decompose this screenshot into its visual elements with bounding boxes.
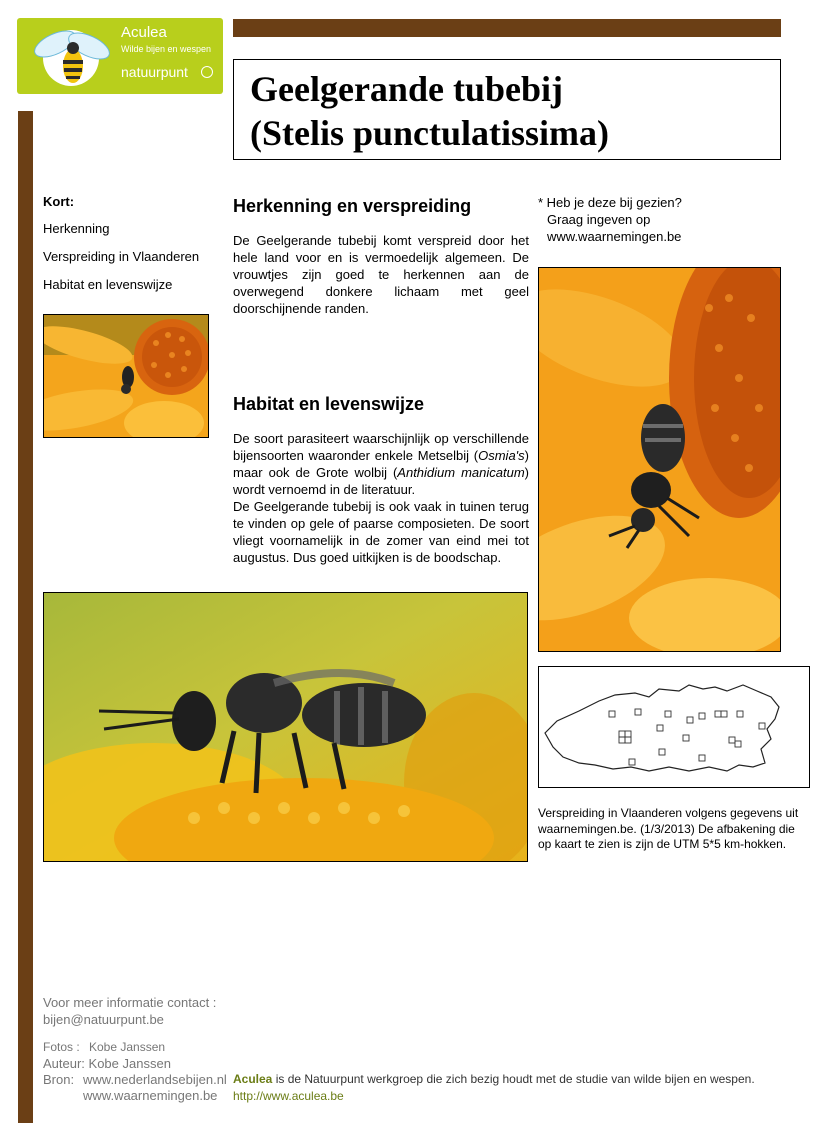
nav-heading: Kort:: [43, 194, 75, 209]
habitat-text-part: ) wordt vernoemd in de literatuur.: [233, 465, 530, 497]
bee-logo-icon: [25, 22, 115, 90]
title-box: [233, 59, 781, 160]
page-title: Geelgerande tubebij: [250, 69, 563, 109]
bron-link-1[interactable]: www.nederlandsebijen.nl: [83, 1072, 227, 1087]
footer-note: [233, 1072, 755, 1086]
auteur-line: Auteur: Kobe Janssen: [43, 1056, 171, 1071]
nav-item-verspreiding[interactable]: Verspreiding in Vlaanderen: [43, 249, 200, 264]
bee-photo-tall: [538, 267, 781, 652]
page-subtitle-latin: (Stelis punctulatissima): [250, 113, 610, 153]
nav-item-herkenning[interactable]: Herkenning: [43, 221, 110, 236]
footer-link[interactable]: http://www.aculea.be: [233, 1089, 344, 1103]
habitat-italic-anthidium: Anthidium manicatum: [397, 465, 525, 480]
bron-link-2[interactable]: www.waarnemingen.be: [83, 1088, 218, 1103]
habitat-heading: Habitat en levenswijze: [233, 394, 425, 414]
habitat-text: [233, 430, 529, 566]
sighting-line: Graag ingeven op: [547, 212, 651, 227]
sighting-note: [538, 194, 682, 245]
bee-photo-wide: [43, 592, 528, 862]
habitat-text-part: De Geelgerande tubebij is ook vaak in tuinen terug te vinden op gele of paarse composieten. De soort vliegt voornamelijk in de zomer van eind mei tot augustus. Dus goed uitkijken is de boodschap.: [233, 499, 529, 565]
logo-name: Aculea: [121, 24, 167, 41]
contact-info: [43, 994, 216, 1028]
side-bar: [18, 111, 33, 1123]
bee-photo-small: [43, 314, 209, 438]
logo-org: natuurpunt: [121, 64, 188, 80]
header-bar: [233, 19, 781, 37]
natuurpunt-mark-icon: [201, 66, 213, 78]
footer-note-brand: Aculea: [233, 1072, 273, 1086]
logo-subtitle: Wilde bijen en wespen: [121, 44, 212, 54]
fotos-label: Fotos :: [43, 1040, 80, 1054]
footer-note-text: is de Natuurpunt werkgroep die zich bezig houdt met de studie van wilde bijen en wespen.: [272, 1072, 755, 1086]
habitat-text-part: ) maar ook de Grote wolbij (: [233, 448, 529, 480]
herkenning-heading: Herkenning en verspreiding: [233, 196, 472, 216]
fotos-value: Kobe Janssen: [89, 1040, 166, 1054]
aculea-logo[interactable]: [17, 18, 223, 94]
contact-email[interactable]: bijen@natuurpunt.be: [43, 1012, 164, 1027]
bron-label: Bron:: [43, 1072, 75, 1087]
sighting-line: * Heb je deze bij gezien?: [538, 195, 682, 210]
habitat-italic-osmia: Osmia's: [478, 448, 525, 463]
habitat-text-part: De soort parasiteert waarschijnlijk op verschillende bijensoorten waaronder enkele Metselbij (: [233, 431, 529, 463]
nav-item-habitat[interactable]: Habitat en levenswijze: [43, 277, 173, 292]
contact-label: Voor meer informatie contact :: [43, 995, 217, 1010]
distribution-map: [538, 666, 810, 788]
map-caption: Verspreiding in Vlaanderen volgens gegevens uit waarnemingen.be. (1/3/2013) De afbakening die op kaart te zien is zijn de UTM 5*5 km-hokken.: [538, 806, 799, 851]
herkenning-text: De Geelgerande tubebij komt verspreid door het hele land voor en is vermoedelijk algemeen. De vrouwtjes zijn goed te herkennen aan de overwegend donkere lichaam met geel doorschijnende randen.: [233, 233, 529, 316]
sighting-link[interactable]: www.waarnemingen.be: [547, 229, 682, 244]
